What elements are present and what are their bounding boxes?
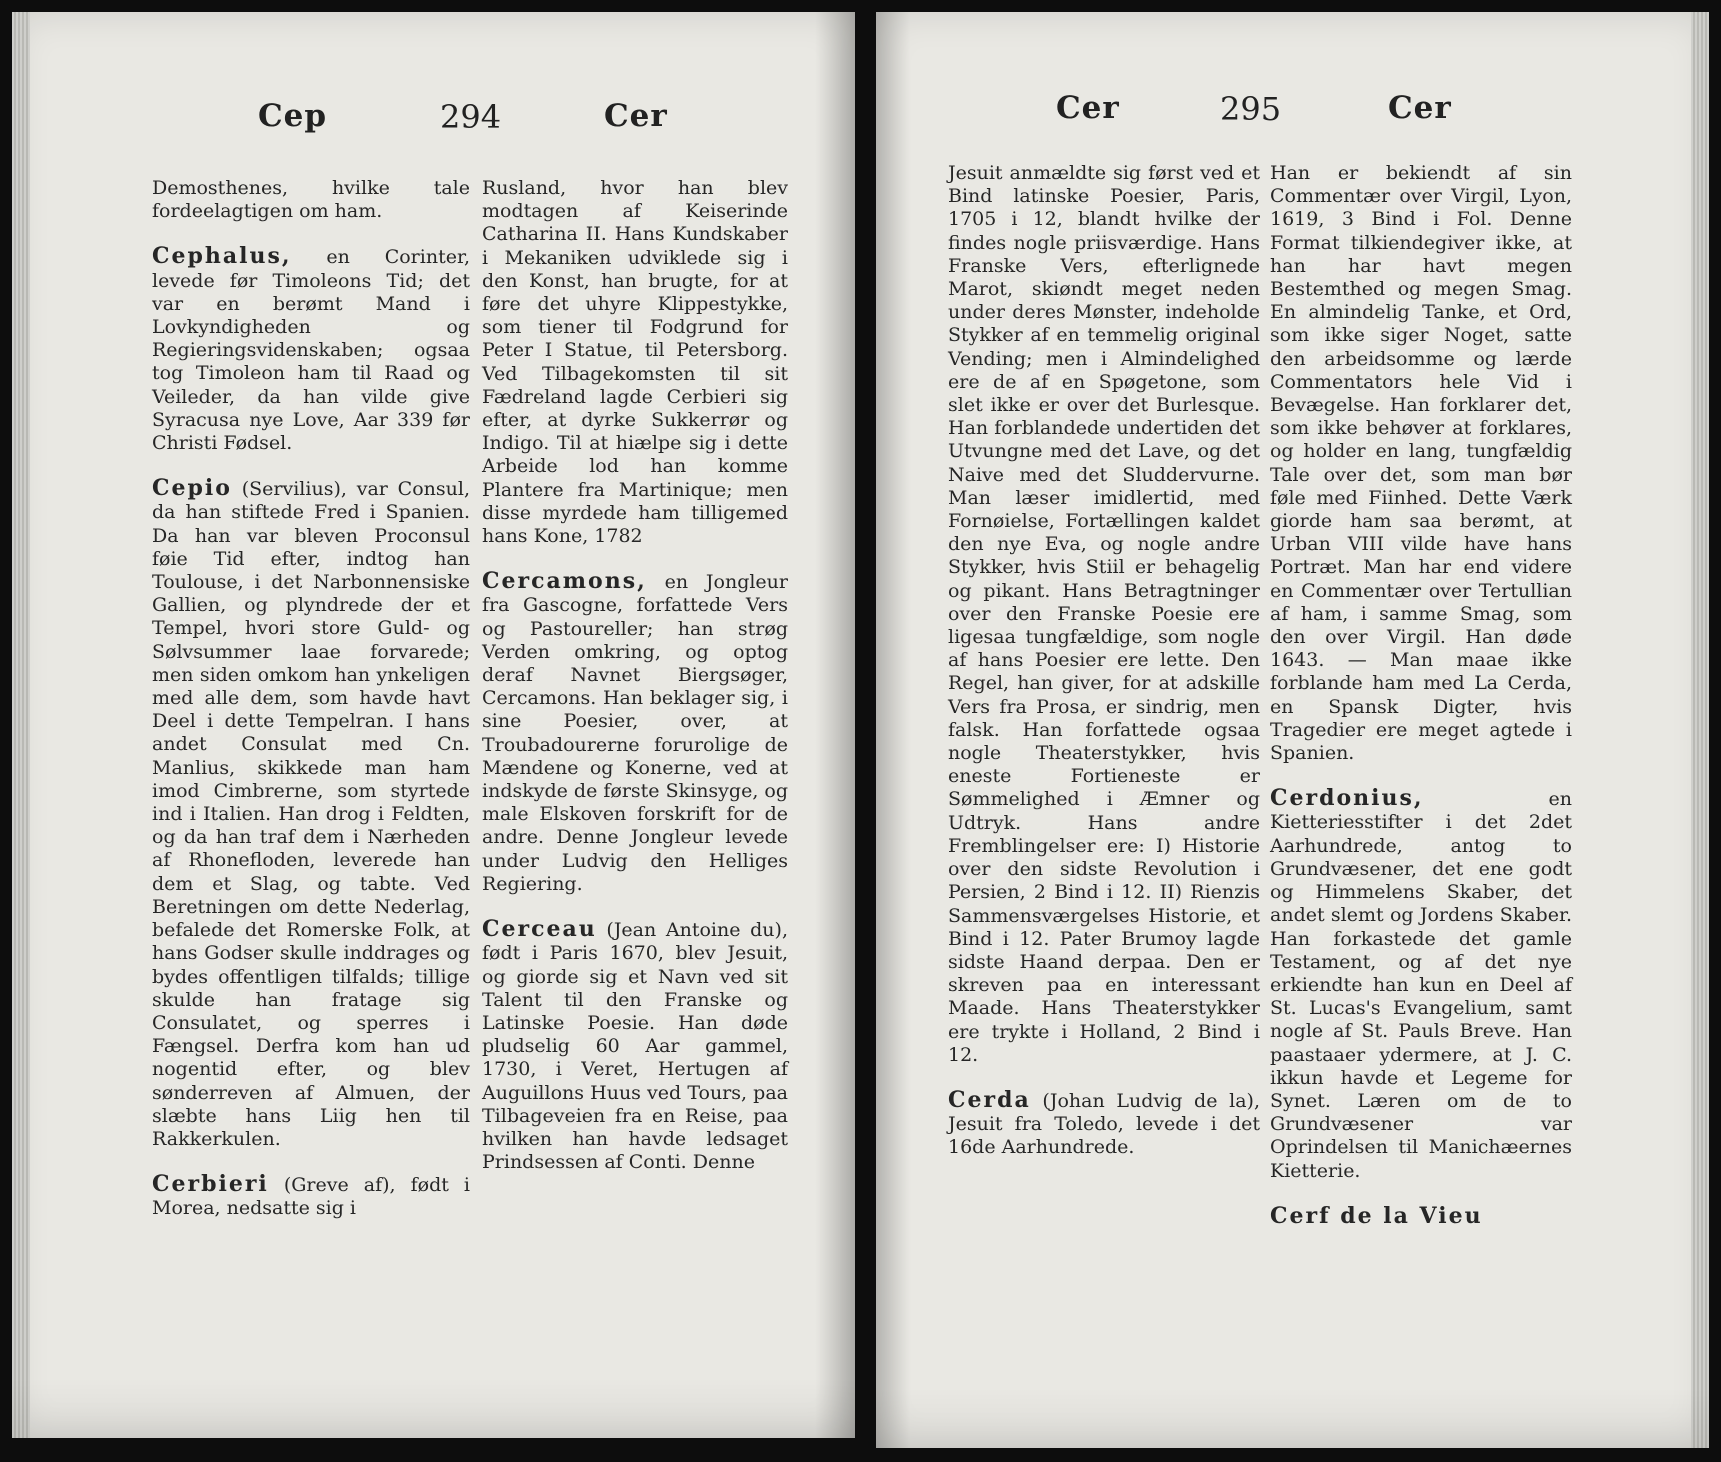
dictionary-entry	[1270, 1202, 1572, 1229]
entry-lemma: Cepio	[152, 475, 232, 502]
right-page-column-2	[1270, 162, 1572, 1229]
left-header-headword-right: Cer	[604, 98, 668, 134]
entry-text: (Servilius), var Consul, da han stiftede Fred i Spanien. Da han var bleven Proconsul føie Tid efter, indtog han Toulouse, i det Narbonnensiske Gallien, og plyndrede der et Tempel, hvori store Guld- og Sølvsummer laae forvarede; men siden omkom han ynkeligen med alle dem, som havde havt Deel i dette Tempelran. I hans andet Consulat med Cn. Manlius, skikkede man ham imod Cimbrerne, som styrtede ind i Italien. Han drog i Feldten, og da han traf dem i Nærheden af Rhonefloden, leverede han dem et Slag, og tabte. Ved Beretningen om dette Nederlag, befalede det Romerske Folk, at hans Godser skulle inddrages og bydes offentligen tilfalds; tillige skulde han fratage sig Consulatet, og sperres i Fængsel. Derfra kom han ud nogentid efter, og blev sønderreven af Almuen, der slæbte hans Liig hen til Rakkerkulen.	[152, 478, 470, 1150]
text-paragraph: Jesuit anmældte sig først ved et Bind latinske Poesier, Paris, 1705 i 12, blandt hvilke der findes nogle priisværdige. Hans Franske Vers, efterlignede Marot, skiøndt meget neden under deres Mønster, indeholde Stykker af en temmelig original Vending; men i Almindelighed ere de af en Spøgetone, som slet ikke er over det Burlesque. Han forblandede undertiden det Utvungne med det Lave, og det Naive med det Sluddervurne. Man læser imidlertid, med Fornøielse, Fortællingen kaldet den nye Eva, og nogle andre Stykker, hvis Stiil er behagelig og pikant. Hans Betragtninger over den Franske Poesie ere ligesaa tungfældige, som nogle af hans Poesier ere lette. Den Regel, han giver, for at adskille Vers fra Prosa, er sindrig, men falsk. Han forfattede ogsaa nogle Theaterstykker, hvis eneste Fortieneste er Sømmelighed i Æmner og Udtryk. Hans andre Fremblingelser ere: I) Historie over den sidste Revolution i Persien, 2 Bind i 12. II) Rienzis Sammensværgelses Historie, et Bind i 12. Pater Brumoy lagde sidste Haand derpaa. Den er skreven paa en interessant Maade. Hans Theaterstykker ere trykte i Holland, 2 Bind i 12.	[948, 162, 1260, 1066]
entry-lemma: Cerf de la Vieu	[1270, 1202, 1483, 1229]
dictionary-entry	[948, 1086, 1260, 1160]
entry-lemma: Cerda	[948, 1086, 1031, 1113]
dictionary-entry	[152, 1173, 470, 1220]
left-gutter-shadow	[815, 12, 855, 1438]
dictionary-entry	[152, 245, 470, 455]
left-header-headword-left: Cep	[258, 98, 328, 134]
entry-text: (Johan Ludvig de la), Jesuit fra Toledo, levede i det 16de Aarhundrede.	[948, 1089, 1260, 1159]
entry-text: (Jean Antoine du), født i Paris 1670, blev Jesuit, og giorde sig et Navn ved sit Talent til den Franske og Latinske Poesie. Han døde pludselig 60 Aar gammel, 1730, i Veret, Hertugen af Auguillons Huus ved Tours, paa Tilbageveien fra en Reise, paa hvilken han havde ledsaget Prindsessen af Conti. Denne	[482, 919, 788, 1174]
entry-lemma: Cerceau	[482, 916, 597, 943]
right-page-number: 295	[1220, 90, 1282, 128]
right-page	[876, 12, 1709, 1448]
left-page-number: 294	[440, 98, 502, 136]
entry-lemma: Cerdonius,	[1270, 785, 1424, 812]
entry-lemma: Cerbieri	[152, 1171, 269, 1198]
entry-text: en Kietteriesstifter i det 2det Aarhundrede, antog to Grundvæsener, det ene godt og Himmelens Skaber, det andet slemt og Jordens Skaber. Han forkastede det gamle Testament, og af det nye erkiendte han kun en Deel af St. Lucas's Evangelium, samt nogle af St. Pauls Breve. Han paastaaer ydermere, at J. C. ikkun havde et Legeme for Synet. Læren om de to Grundvæsener var Oprindelsen til Manichæernes Kietterie.	[1270, 788, 1572, 1182]
text-paragraph: Demosthenes, hvilke tale fordeelagtigen om ham.	[152, 177, 470, 223]
entry-text: (Greve af), født i Morea, nedsatte sig i	[152, 1174, 470, 1220]
left-page-column-2	[482, 177, 788, 1174]
right-gutter-shadow	[876, 12, 910, 1448]
entry-text: en Corinter, levede før Timoleons Tid; det var en berømt Mand i Lovkyndigheden og Regieringsvidenskaben; ogsaa tog Timoleon ham til Raad og Veileder, da han vilde give Syracusa nye Love, Aar 339 før Christi Fødsel.	[152, 246, 470, 455]
left-page	[12, 12, 855, 1438]
dictionary-entry	[482, 570, 788, 896]
right-page-edge	[1691, 12, 1709, 1448]
right-page-header	[876, 90, 1709, 140]
left-page-bottom-shade	[12, 1378, 855, 1438]
dictionary-entry	[482, 918, 788, 1174]
text-paragraph: Rusland, hvor han blev modtagen af Keiserinde Catharina II. Hans Kundskaber i Mekaniken udviklede sig i den Konst, han brugte, for at føre det uhyre Klippestykke, som tiener til Fodgrund for Peter I Statue, til Petersborg. Ved Tilbagekomsten til sit Fædreland lagde Cerbieri sig efter, at dyrke Sukkerrør og Indigo. Til at hiælpe sig i dette Arbeide lod han komme Plantere fra Martinique; men disse myrdede ham tilligemed hans Kone, 1782	[482, 177, 788, 548]
entry-lemma: Cephalus,	[152, 243, 292, 270]
dictionary-entry	[1270, 787, 1572, 1182]
right-header-headword-left: Cer	[1056, 90, 1120, 126]
left-page-edge	[12, 12, 30, 1438]
text-paragraph: Han er bekiendt af sin Commentær over Virgil, Lyon, 1619, 3 Bind i Fol. Denne Format tilkiendegiver ikke, at han har havt megen Bestemthed og megen Smag. En almindelig Tanke, et Ord, som ikke siger Noget, satte den arbeidsomme og lærde Commentators hele Vid i Bevægelse. Han forklarer det, som ikke behøver at forklares, og holder en lang, tungfældig Tale over det, som man bør føle med Fiinhed. Dette Værk giorde ham saa berømt, at Urban VIII vilde have hans Portræt. Man har end videre en Commentær over Tertullian af ham, i samme Smag, som den over Virgil. Han døde 1643. — Man maae ikke forblande ham med La Cerda, en Spansk Digter, hvis Tragedier ere meget agtede i Spanien.	[1270, 162, 1572, 765]
right-header-headword-right: Cer	[1388, 90, 1452, 126]
dictionary-entry	[152, 477, 470, 1151]
right-page-bottom-shade	[876, 1388, 1709, 1448]
left-page-column-1	[152, 177, 470, 1221]
entry-lemma: Cercamons,	[482, 568, 647, 595]
left-page-header	[12, 98, 855, 148]
right-page-column-1	[948, 162, 1260, 1160]
entry-text: en Jongleur fra Gascogne, forfattede Vers og Pastoureller; han strøg Verden omkring, og optog deraf Navnet Biergsøger, Cercamons. Han beklager sig, i sine Poesier, over, at Troubadourerne forurolige de Mændene og Konerne, ved at indskyde de første Skinsyge, og male Elskoven forskrift for de andre. Denne Jongleur levede under Ludvig den Helliges Regiering.	[482, 571, 789, 895]
